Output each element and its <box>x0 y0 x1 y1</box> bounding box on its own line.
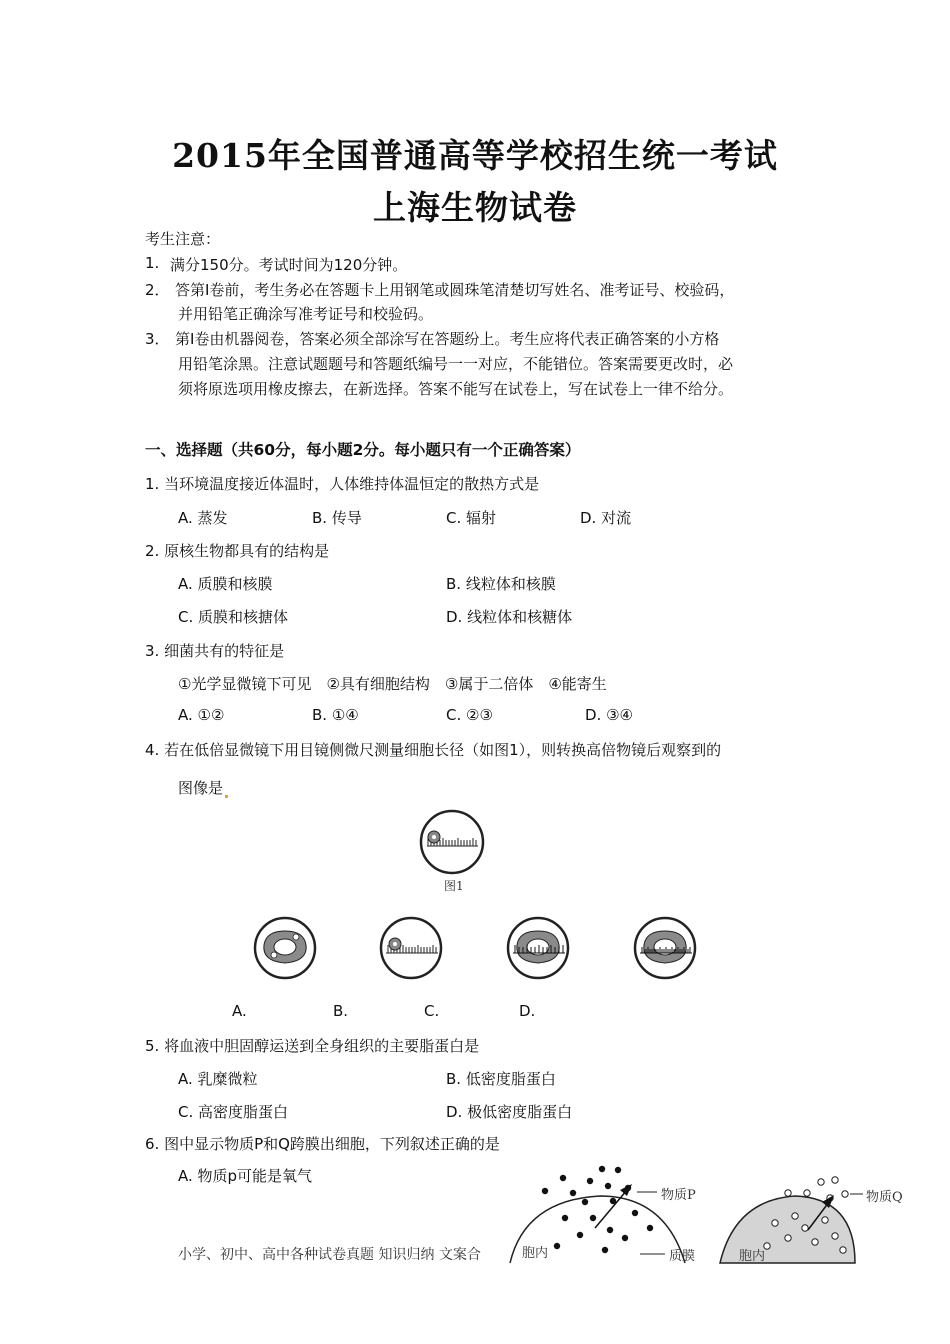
exam-title-line1: 2015年全国普通高等学校招生统一考试 <box>172 136 778 175</box>
notice-item-3-line3: 须将原选项用橡皮擦去，在新选择。答案不能写在试卷上，写在试卷上一律不给分。 <box>178 380 734 398</box>
notice-heading: 考生注意： <box>145 230 221 248</box>
q3-option-b: B. ①④ <box>312 706 359 724</box>
q6-membrane-diagram <box>505 1158 915 1268</box>
q6-label-inside-right: 胞内 <box>739 1249 766 1264</box>
q6-label-substance-p: 物质P <box>661 1188 696 1203</box>
q5-option-d: D. 极低密度脂蛋白 <box>446 1103 573 1121</box>
q3-option-d: D. ③④ <box>585 706 633 724</box>
notice-item-1-text: 满分150分。考试时间为120分钟。 <box>170 256 408 274</box>
section-heading: 一、选择题（共60分，每小题2分。每小题只有一个正确答案） <box>145 441 581 459</box>
notice-item-3-line1: 第Ⅰ卷由机器阅卷，答案必须全部涂写在答题纷上。考生应将代表正确答案的小方格 <box>175 330 720 348</box>
q6-label-substance-q: 物质Q <box>866 1190 903 1205</box>
exam-title-line2: 上海生物试卷 <box>373 188 577 227</box>
q6-label-inside-left: 胞内 <box>522 1246 549 1261</box>
notice-item-2-num: 2． <box>145 281 170 299</box>
q3-option-a: A. ①② <box>178 706 225 724</box>
page-footer: 小学、初中、高中各种试卷真题 知识归纳 文案合 <box>178 1247 481 1263</box>
question-4-stem-line2: 图像是 <box>178 777 228 798</box>
q3-option-c: C. ②③ <box>446 706 493 724</box>
notice-item-3-num: 3． <box>145 330 170 348</box>
q4-image-a <box>252 915 318 981</box>
q5-option-a: A. 乳糜微粒 <box>178 1070 258 1088</box>
q2-option-c: C. 质膜和核搪体 <box>178 608 289 626</box>
question-5-stem: 5. 将血液中胆固醇运送到全身组织的主要脂蛋白是 <box>145 1037 480 1055</box>
q4-option-a: A. <box>232 1002 247 1020</box>
q4-option-c: C. <box>424 1002 440 1020</box>
question-6-stem: 6. 图中显示物质P和Q跨膜出细胞，下列叙述正确的是 <box>145 1135 500 1153</box>
notice-item-3-line2: 用铅笔涂黑。注意试题题号和答题纸编号一一对应，不能错位。答案需要更改时，必 <box>178 355 734 373</box>
question-4-stem: 4. 若在低倍显微镜下用目镜侧微尺测量细胞长径（如图1），则转换高倍物镜后观察到的 <box>145 741 722 759</box>
q4-option-b: B. <box>333 1002 349 1020</box>
q6-label-membrane: 质膜 <box>669 1249 696 1264</box>
question-3-stem: 3. 细菌共有的特征是 <box>145 642 285 660</box>
notice-item-2-line2: 并用铅笔正确涂写准考证号和校验码。 <box>178 305 434 323</box>
q2-option-d: D. 线粒体和核糖体 <box>446 608 573 626</box>
q4-image-c <box>505 915 571 981</box>
orange-dot-mark <box>225 795 228 798</box>
question-1-stem: 1. 当环境温度接近体温时，人体维持体温恒定的散热方式是 <box>145 475 540 493</box>
notice-item-1-num: 1. <box>145 254 160 272</box>
figure-1-microscope-view <box>418 808 486 876</box>
q4-option-d: D. <box>519 1002 536 1020</box>
q2-option-b: B. 线粒体和核膜 <box>446 575 556 593</box>
figure-1-caption: 图1 <box>444 879 464 893</box>
q5-option-b: B. 低密度脂蛋白 <box>446 1070 556 1088</box>
q1-option-b: B. 传导 <box>312 509 362 527</box>
q1-option-d: D. 对流 <box>580 509 632 527</box>
notice-item-2-line1: 答第Ⅰ卷前，考生务必在答题卡上用钢笔或圆珠笔清楚切写姓名、准考证号、校验码， <box>175 281 735 299</box>
q4-image-b <box>378 915 444 981</box>
question-3-statements: ①光学显微镜下可见 ②具有细胞结构 ③属于二倍体 ④能寄生 <box>178 675 607 693</box>
q2-option-a: A. 质膜和核膜 <box>178 575 273 593</box>
q4-image-d <box>632 915 698 981</box>
q5-option-c: C. 高密度脂蛋白 <box>178 1103 289 1121</box>
q1-option-c: C. 辐射 <box>446 509 497 527</box>
question-2-stem: 2. 原核生物都具有的结构是 <box>145 542 330 560</box>
q1-option-a: A. 蒸发 <box>178 509 228 527</box>
q6-option-a: A. 物质p可能是氧气 <box>178 1167 313 1185</box>
